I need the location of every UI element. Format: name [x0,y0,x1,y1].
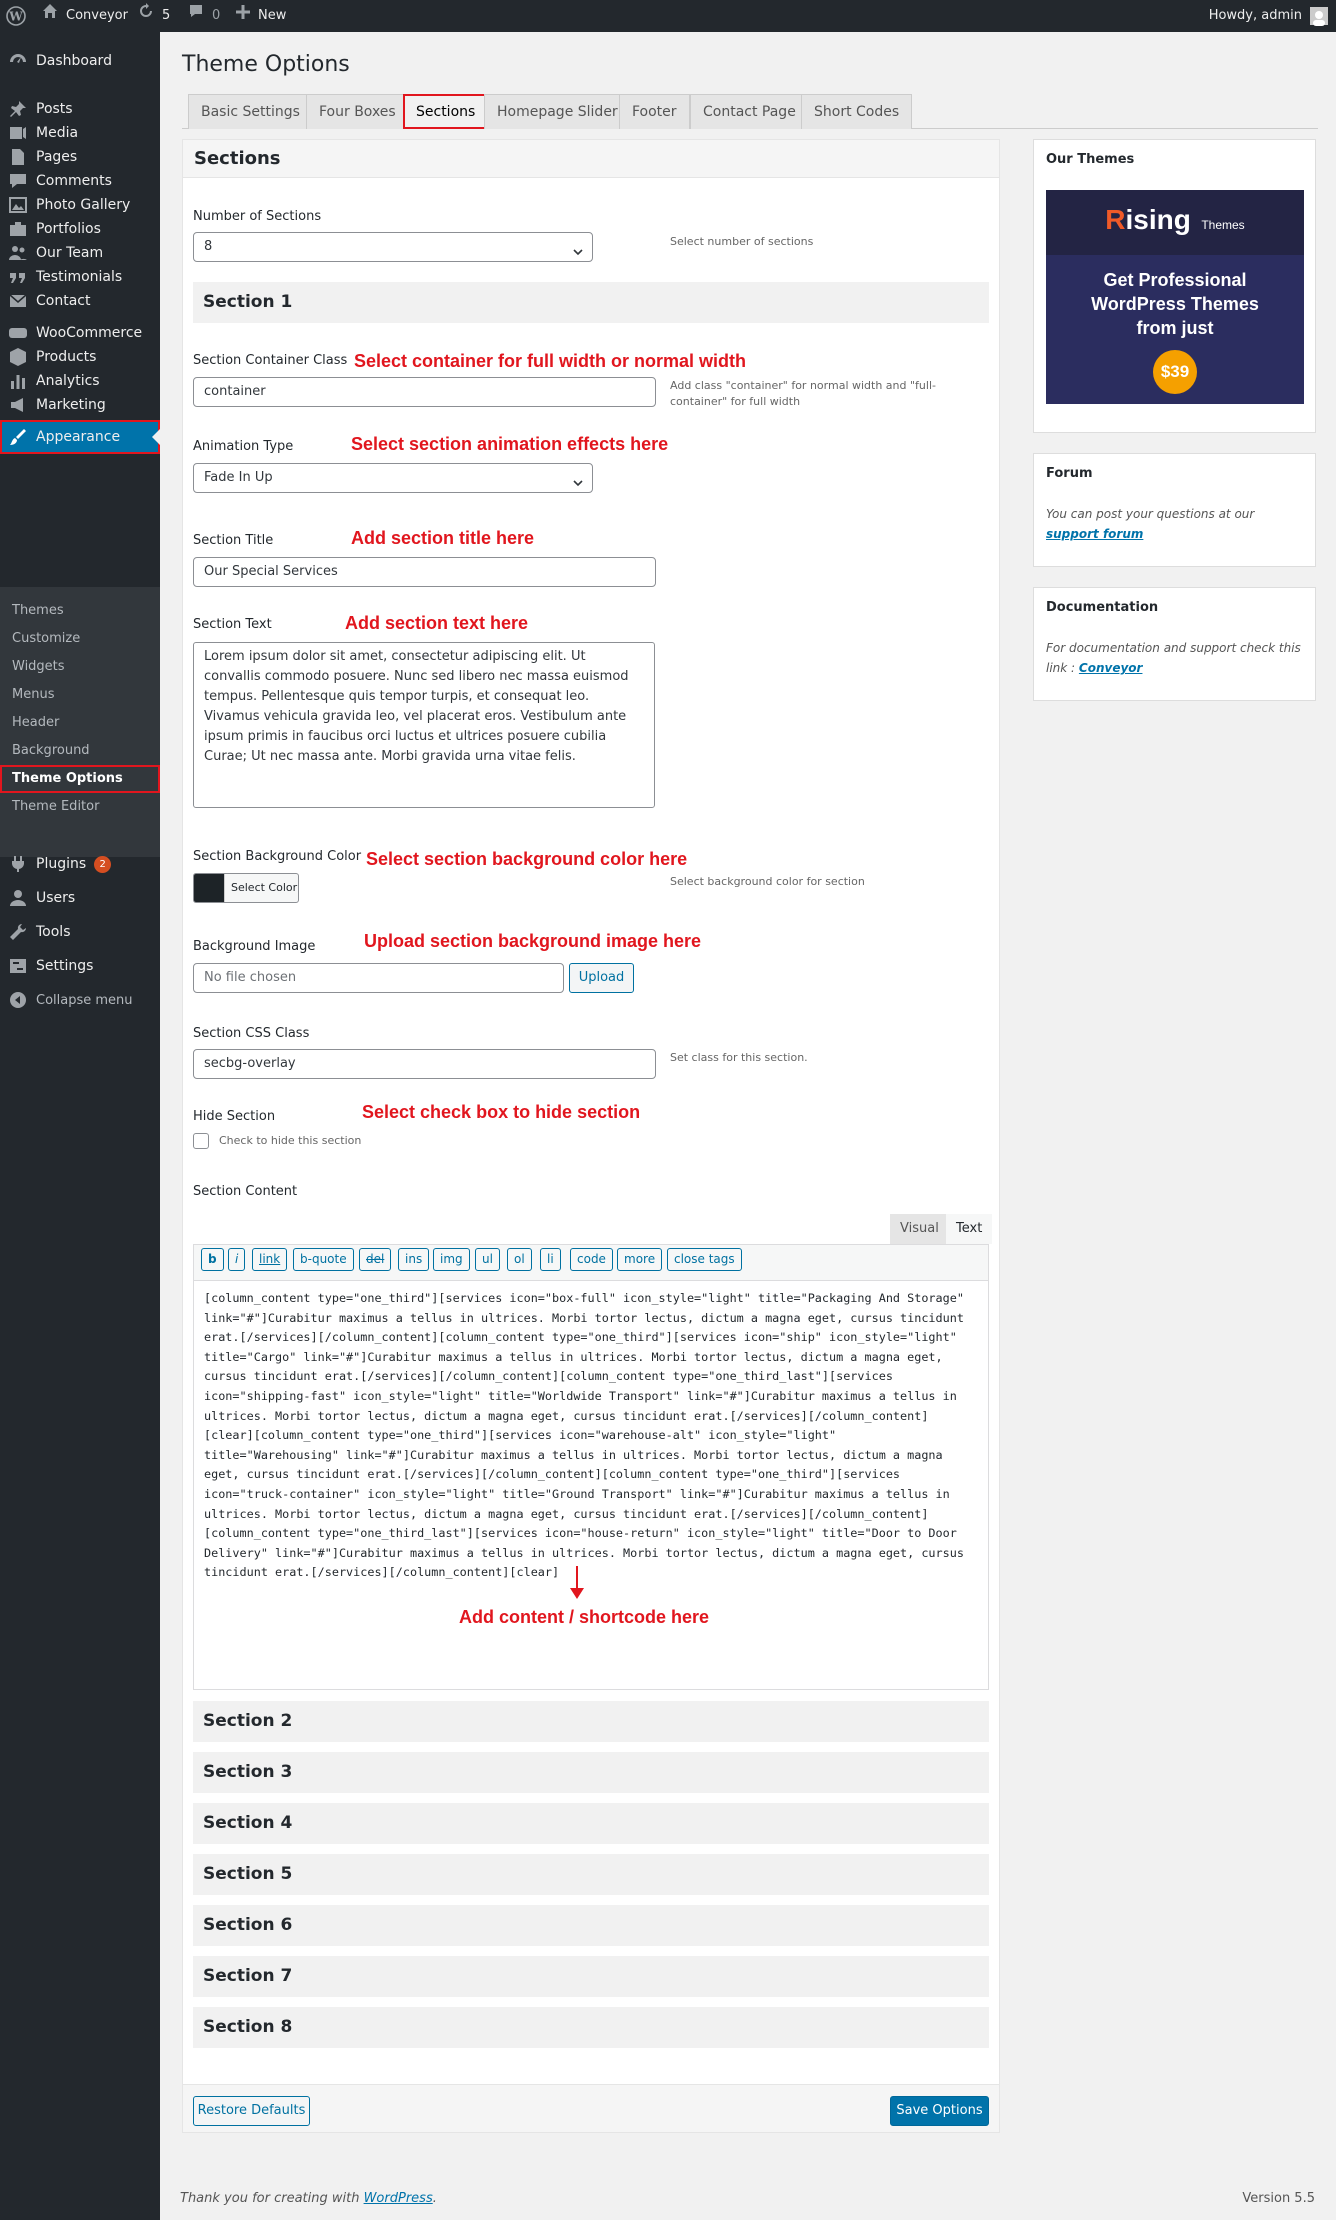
sidebar-item-label: Collapse menu [36,992,133,1008]
sidebar-item-collapse-menu[interactable] [0,983,160,1017]
documentation-title: Documentation [1046,600,1159,615]
submenu-widgets[interactable]: Widgets [12,659,65,674]
annotation-bgimage: Upload section background image here [364,931,702,951]
site-name-link[interactable] [42,0,128,32]
annotation-title: Add section title here [351,528,535,548]
num-sections-value: 8 [204,239,213,254]
section-6-header[interactable]: Section 6 [193,1905,989,1946]
hide-section-checkbox[interactable] [193,1133,209,1149]
sidebar-item-label: Media [36,125,79,141]
sidebar-item-tools[interactable] [0,915,160,949]
footer-thanks [180,2191,437,2206]
qt-bquote-button[interactable]: b-quote [293,1248,354,1271]
section-7-header[interactable]: Section 7 [193,1956,989,1997]
section-3-header[interactable]: Section 3 [193,1752,989,1793]
chevron-down-icon [572,472,584,500]
sidebar-item-label: Users [36,890,76,906]
settings-icon [0,956,36,976]
updates-link[interactable] [138,0,170,32]
section-1-header[interactable]: Section 1 [193,282,989,323]
sidebar-item-users[interactable] [0,881,160,915]
sidebar-item-label: Analytics [36,373,100,389]
chevron-down-icon [572,241,584,269]
qt-img-button[interactable]: img [433,1248,470,1271]
sidebar-item-label: Portfolios [36,221,101,237]
tab-footer[interactable]: Footer [619,94,690,129]
promo-text: Get Professional WordPress Themes from just [1091,270,1259,338]
promo-logo [1046,204,1304,236]
footer-thanks-end: . [432,2191,437,2206]
annotation-arrow-shaft [576,1566,578,1588]
promo-brand-initial: R [1105,204,1126,235]
save-options-button[interactable]: Save Options [890,2096,989,2126]
sidebar-item-marketing[interactable] [0,388,160,422]
editor-tab-text[interactable]: Text [946,1214,992,1244]
plugins-update-badge: 2 [94,856,111,873]
qt-del-button[interactable]: del [359,1248,391,1271]
sidebar-item-appearance[interactable] [0,420,160,454]
color-swatch [194,874,224,902]
plus-icon [236,0,250,32]
mail-icon [0,291,36,311]
qt-link-button[interactable]: link [252,1248,287,1271]
select-color-label: Select Color [224,874,297,902]
users-icon [0,888,36,908]
submenu-background[interactable]: Background [12,743,90,758]
documentation-box [1033,587,1316,701]
sidebar-item-plugins[interactable] [0,847,160,881]
sidebar-item-label: Photo Gallery [36,197,131,213]
support-forum-link[interactable]: support forum [1046,527,1144,541]
section-content-textarea[interactable]: [column_content type="one_third"][services icon="box-full" icon_style="light" title="Packaging And Storage" link="#"]Curabitur maximus a tellus in ultrices. Morbi tortor lectus, dictum a magna eget, cursus tincidunt erat.[/services][/column_content][column_content type="one_third"][services icon="ship" icon_style="light" title="Cargo" link="#"]Curabitur maximus a tellus in ultrices. Morbi tortor lectus, dictum a magna eget, cursus tincidunt erat.[/services][/column_content][column_content type="one_third_last"][services icon="shipping-fast" icon_style="light" title="Worldwide Transport" link="#"]Curabitur maximus a tellus in ultrices. Morbi tortor lectus, dictum a magna eget, cursus tincidunt erat.[/services][/column_content][clear][column_content type="one_third"][services icon="warehouse-alt" icon_style="light" title="Warehousing" link="#"]Curabitur maximus a tellus in ultrices. Morbi tortor lectus, dictum a magna eget, cursus tincidunt erat.[/services][/column_content][column_content type="one_third"][services icon="truck-container" icon_style="light" title="Ground Transport" link="#"]Curabitur maximus a tellus in ultrices. Morbi tortor lectus, dictum a magna eget, cursus tincidunt erat.[/services][/column_content][column_content type="one_third_last"][services icon="house-return" icon_style="light" title="Door to Door Delivery" link="#"]Curabitur maximus a tellus in ultrices. Morbi tortor lectus, dictum a magna eget, cursus tincidunt erat.[/services][/column_content][clear] [193,1280,989,1690]
tab-homepage-slider[interactable]: Homepage Slider [484,94,631,129]
tab-four-boxes[interactable]: Four Boxes [306,94,409,129]
qt-li-button[interactable]: li [540,1248,561,1271]
section-title-label: Section Title [193,533,274,548]
editor-tab-visual[interactable]: Visual [890,1214,949,1244]
new-label: New [258,8,287,23]
howdy-text: Howdy, admin [1208,8,1302,23]
sidebar-item-settings[interactable] [0,949,160,983]
num-sections-help: Select number of sections [670,235,814,248]
sidebar-item-label: Comments [36,173,112,189]
submenu-themes[interactable]: Themes [12,603,64,618]
sidebar-item-dashboard[interactable] [0,44,160,78]
submenu-menus[interactable]: Menus [12,687,55,702]
submenu-header[interactable]: Header [12,715,60,730]
promo-price-badge: $39 [1153,350,1197,394]
documentation-text [1046,638,1306,678]
animation-type-value: Fade In Up [204,470,273,485]
animation-type-label: Animation Type [193,439,294,454]
sidebar-item-label: Pages [36,149,78,165]
animation-type-select[interactable] [193,463,593,493]
collapse-icon [0,990,36,1010]
avatar [1310,7,1328,25]
annotation-text: Add section text here [345,613,529,633]
qt-ul-button[interactable]: ul [475,1248,500,1271]
section-8-header[interactable]: Section 8 [193,2007,989,2048]
tab-short-codes[interactable]: Short Codes [801,94,912,129]
qt-italic-button[interactable]: i [228,1248,245,1271]
section-text-textarea[interactable]: Lorem ipsum dolor sit amet, consectetur adipiscing elit. Ut convallis commodo posuere. Nunc sed libero nec massa euismod tempus. Pellentesque quis tempor turpis, et consequat leo. Vivamus vehicula gravida leo, vel placerat eros. Vestibulum ante ipsum primis in faucibus orci luctus et ultrices posuere cubilia Curae; Ut nec massa ante. Morbi gravida urna vitae felis. [193,642,655,808]
brush-icon [0,427,36,447]
bg-color-picker-button[interactable] [193,873,299,903]
page-title: Theme Options [182,52,350,77]
site-name: Conveyor [66,8,128,23]
annotation-container: Select container for full width or normal width [354,351,747,371]
rising-themes-promo-banner[interactable] [1046,190,1304,404]
our-themes-box [1033,139,1316,433]
tab-contact-page[interactable]: Contact Page [690,94,809,129]
forum-box [1033,453,1316,567]
forum-text [1046,504,1306,544]
comments-link[interactable] [188,0,220,32]
num-sections-label: Number of Sections [193,209,322,224]
section-content-label: Section Content [193,1184,298,1199]
tab-sections[interactable]: Sections [403,94,488,129]
annotation-animation: Select section animation effects here [351,434,669,454]
our-themes-title: Our Themes [1046,152,1135,167]
qt-close-tags-button[interactable]: close tags [667,1248,742,1271]
section-text-label: Section Text [193,617,272,632]
css-class-input[interactable]: secbg-overlay [193,1049,656,1079]
sidebar-item-label: Contact [36,293,91,309]
tab-basic-settings[interactable]: Basic Settings [188,94,313,129]
section-4-header[interactable]: Section 4 [193,1803,989,1844]
qt-code-button[interactable]: code [570,1248,613,1271]
qt-more-button[interactable]: more [617,1248,662,1271]
css-class-help: Set class for this section. [670,1051,808,1064]
section-5-header[interactable]: Section 5 [193,1854,989,1895]
refresh-icon [138,0,154,32]
forum-title: Forum [1046,466,1093,481]
svg-text:W: W [9,9,23,24]
section-2-header[interactable]: Section 2 [193,1701,989,1742]
account-menu[interactable] [1209,0,1328,32]
home-icon [42,0,58,32]
dashboard-icon [0,51,36,71]
promo-brand-sub: Themes [1201,218,1245,232]
admin-sidebar [0,32,160,2220]
num-sections-select[interactable] [193,232,593,262]
upload-button[interactable]: Upload [569,963,634,993]
container-class-help: Add class "container" for normal width and "full-container" for full width [670,379,936,408]
bg-color-label: Section Background Color [193,849,362,864]
forum-text-body: You can post your questions at our [1046,507,1255,521]
annotation-arrow-icon [570,1588,584,1599]
sidebar-item-label: Posts [36,101,73,117]
submenu-theme-options[interactable]: Theme Options [0,765,160,793]
wordpress-link[interactable]: WordPress [363,2191,433,2206]
container-class-label: Section Container Class [193,353,348,368]
section-title-input[interactable]: Our Special Services [193,557,656,587]
appearance-submenu [0,587,160,857]
sidebar-item-label: Dashboard [36,53,112,69]
footer-thanks-text: Thank you for creating with [180,2191,364,2206]
bg-image-input[interactable]: No file chosen [193,963,564,993]
sidebar-item-label: Tools [36,924,71,940]
bg-image-label: Background Image [193,939,316,954]
sidebar-item-label: Testimonials [36,269,123,285]
footer-version: Version 5.5 [1242,2191,1315,2206]
bg-color-help: Select background color for section [670,875,865,888]
panel-title: Sections [183,140,999,178]
tools-icon [0,922,36,942]
sidebar-item-label: Plugins [36,856,87,872]
container-class-input[interactable]: container [193,377,656,407]
qt-ins-button[interactable]: ins [398,1248,429,1271]
sidebar-item-contact[interactable] [0,284,160,318]
conveyor-docs-link[interactable]: Conveyor [1078,661,1143,675]
updates-count: 5 [162,8,171,23]
annotation-content: Add content / shortcode here [459,1607,710,1627]
hide-section-help: Check to hide this section [219,1134,362,1147]
sidebar-item-label: Our Team [36,245,104,261]
wordpress-logo-icon[interactable] [6,0,26,32]
admin-bar [0,0,1336,32]
new-content-link[interactable] [236,0,286,32]
qt-ol-button[interactable]: ol [507,1248,532,1271]
restore-defaults-button[interactable]: Restore Defaults [193,2096,310,2126]
comment-bubble-icon [188,0,204,32]
sidebar-item-label: Products [36,349,97,365]
sidebar-item-label: WooCommerce [36,325,143,341]
annotation-hide: Select check box to hide section [362,1102,641,1122]
sidebar-item-label: Marketing [36,397,106,413]
annotation-bgcolor: Select section background color here [366,849,688,869]
plugin-icon [0,854,36,874]
qt-bold-button[interactable]: b [201,1248,224,1271]
promo-brand-name: ising [1125,204,1191,235]
submenu-customize[interactable]: Customize [12,631,81,646]
hide-section-label: Hide Section [193,1109,276,1124]
css-class-label: Section CSS Class [193,1026,310,1041]
sidebar-item-label: Settings [36,958,94,974]
submenu-theme-editor[interactable]: Theme Editor [12,799,100,814]
sidebar-item-label: Appearance [36,429,121,445]
comments-count: 0 [212,8,221,23]
documentation-text-body: For documentation and support check this link : [1046,641,1301,675]
megaphone-icon [0,395,36,415]
